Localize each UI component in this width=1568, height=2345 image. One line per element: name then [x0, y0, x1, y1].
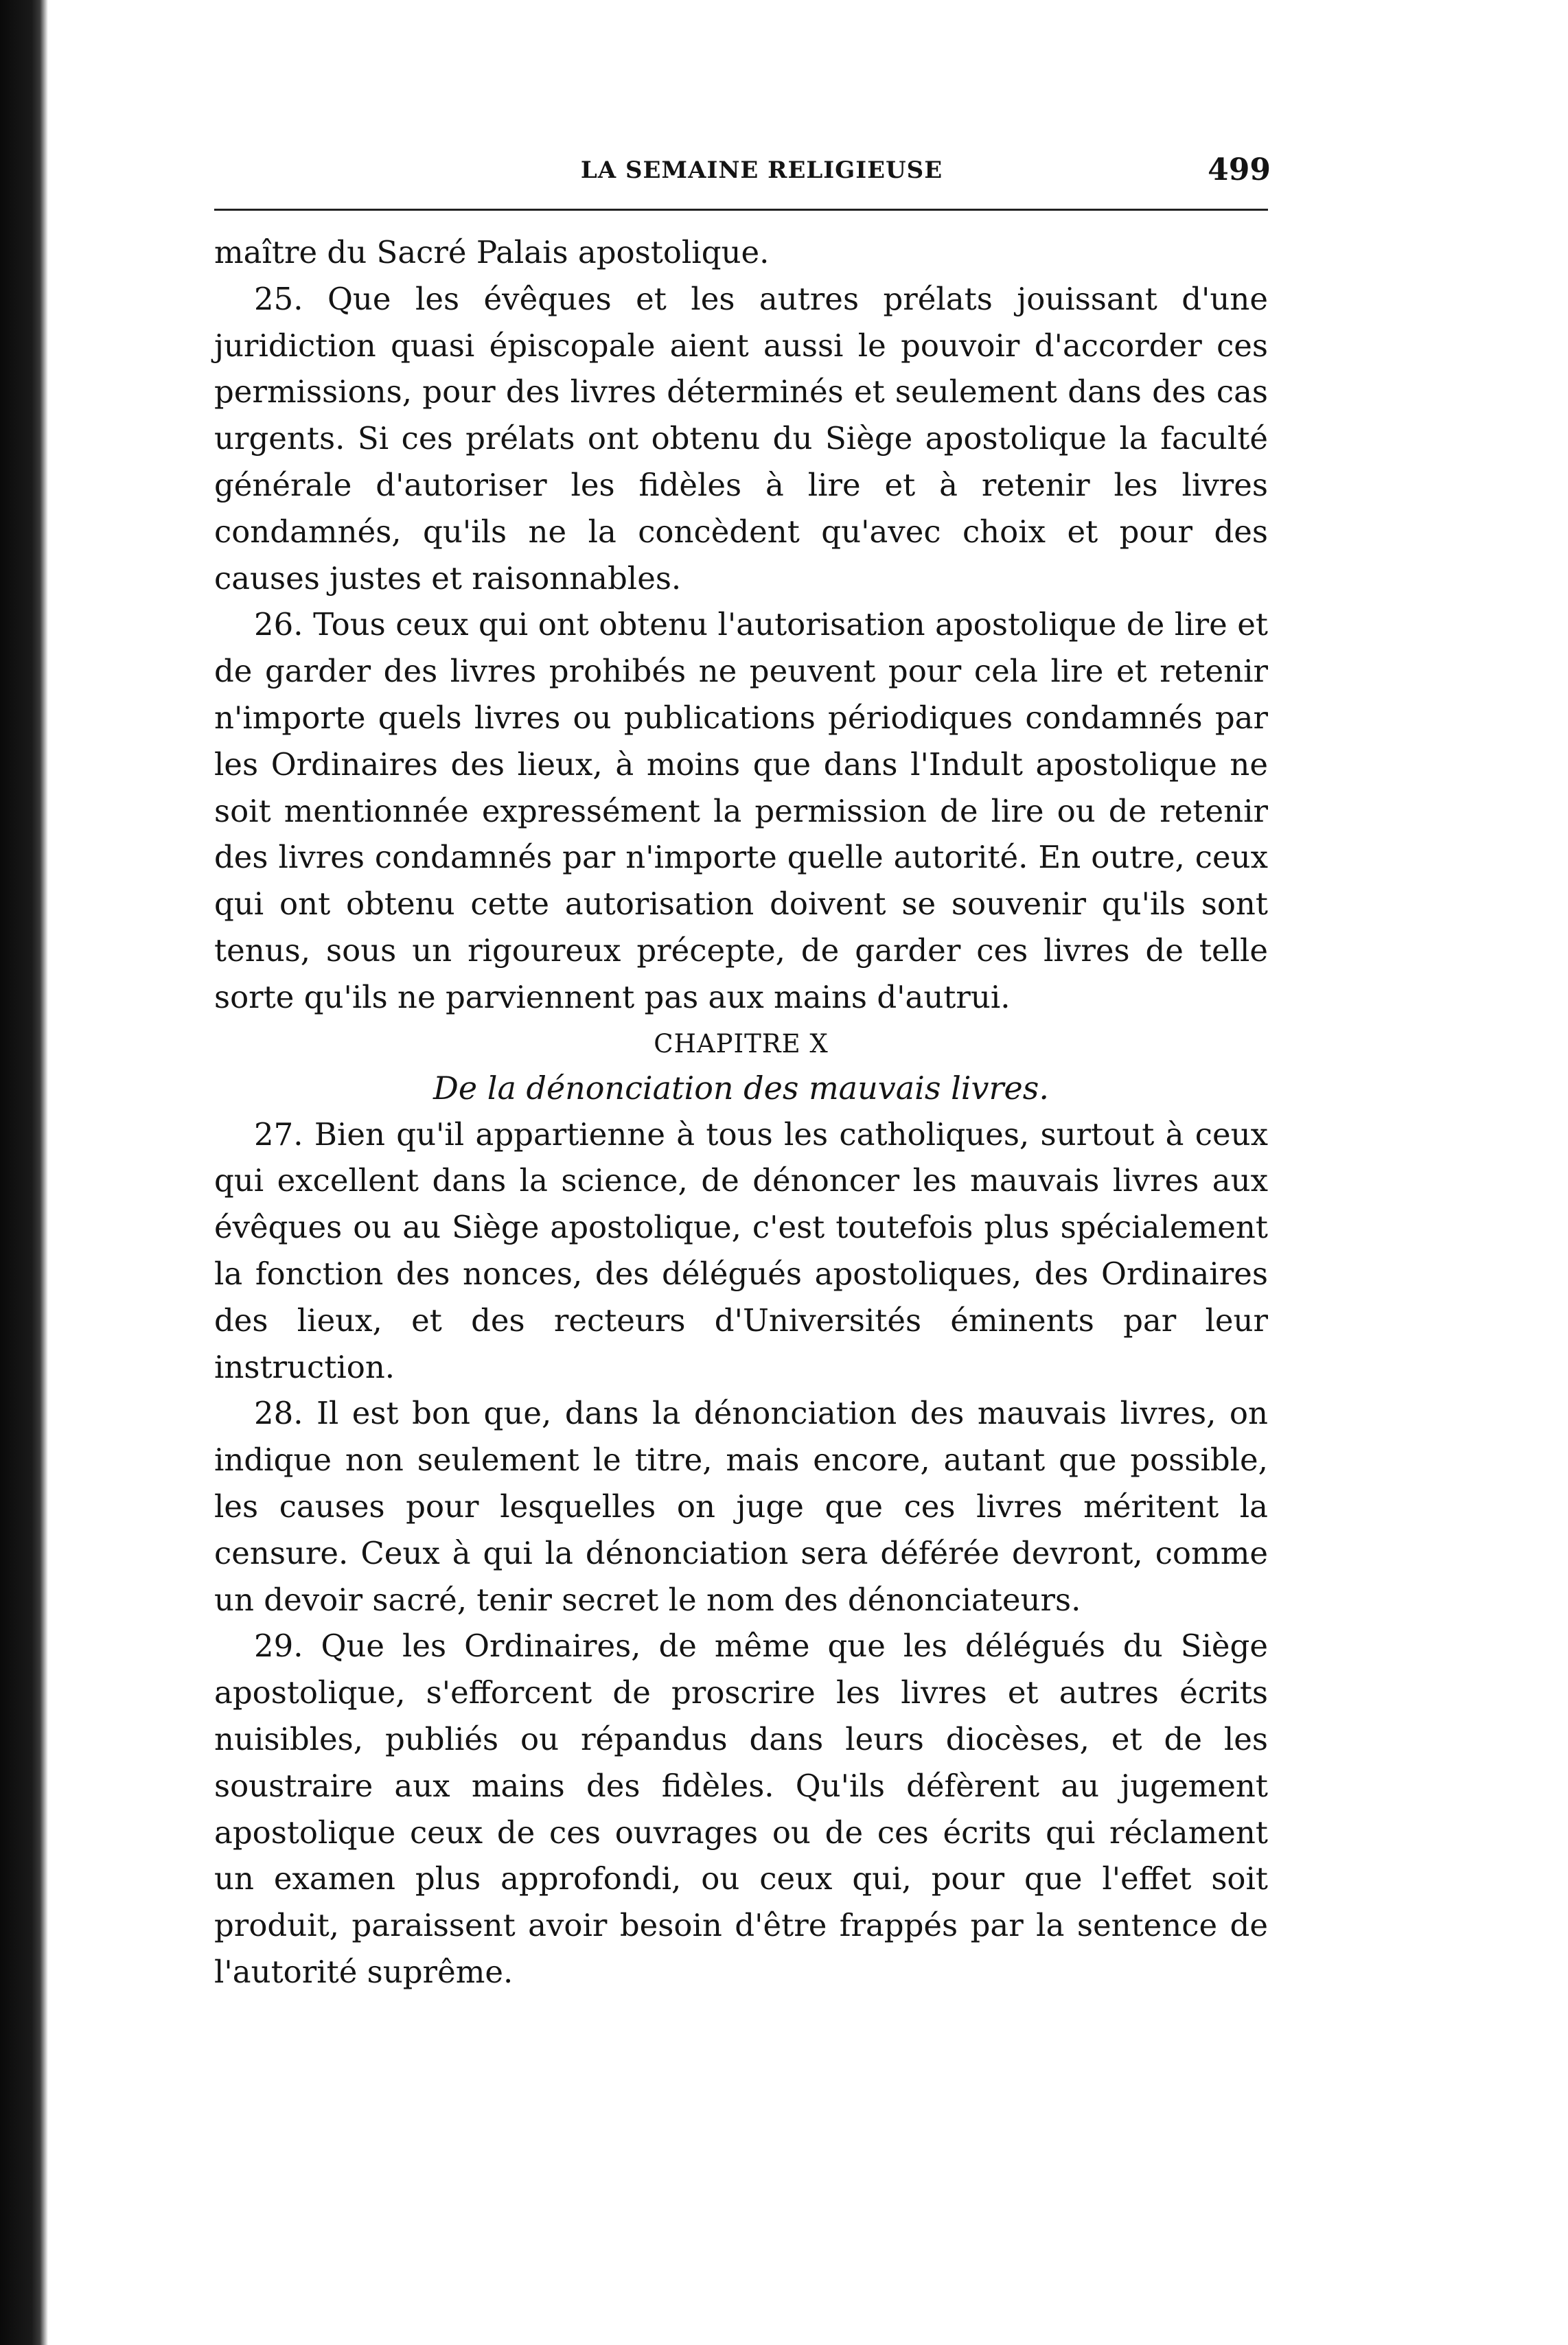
- paragraph-26: 26. Tous ceux qui ont obtenu l'autorisation apostolique de lire et de garder des livres prohibés ne peuvent pour cela lire et retenir n'importe quels livres ou publications périodiques condamnés par les Ordinaires des lieux, à moins que dans l'Indult apostolique ne soit mentionnée expressément la permission de lire ou de retenir des livres condamnés par n'importe quelle autorité. En outre, ceux qui ont obtenu cette autorisation doivent se souvenir qu'ils sont tenus, sous un rigoureux précepte, de garder ces livres de telle sorte qu'ils ne parviennent pas aux mains d'autrui.: [214, 606, 1268, 1015]
- running-header: [214, 152, 1271, 200]
- paragraph-27: 27. Bien qu'il appartienne à tous les catholiques, surtout à ceux qui excellent dans la science, de dénoncer les mauvais livres aux évêques ou au Siège apostolique, c'est toutefois plus spécialement la fonction des nonces, des délégués apostoliques, des Ordinaires des lieux, et des recteurs d'Universités éminents par leur instruction.: [214, 1116, 1268, 1385]
- book-page: [214, 152, 1271, 1996]
- page-number: 499: [1208, 152, 1271, 187]
- paragraph-continuation: maître du Sacré Palais apostolique.: [214, 234, 770, 270]
- paragraph-29: 29. Que les Ordinaires, de même que les délégués du Siège apostolique, s'efforcent de proscrire les livres et autres écrits nuisibles, publiés ou répandus dans leurs diocèses, et de les soustraire aux mains des fidèles. Qu'ils défèrent au jugement apostolique ceux de ces ouvrages ou de ces écrits qui réclament un examen plus approfondi, ou ceux qui, pour que l'effet soit produit, paraissent avoir besoin d'être frappés par la sentence de l'autorité suprême.: [214, 1628, 1268, 1990]
- paragraph-28: 28. Il est bon que, dans la dénonciation des mauvais livres, on indique non seulement le titre, mais encore, autant que possible, les causes pour lesquelles on juge que ces livres méritent la censure. Ceux à qui la dénonciation sera déférée devront, comme un devoir sacré, tenir secret le nom des dénonciateurs.: [214, 1395, 1268, 1618]
- chapter-subtitle: De la dénonciation des mauvais livres.: [433, 1069, 1049, 1107]
- header-rule: [214, 209, 1268, 211]
- body-text: [214, 229, 1268, 1996]
- chapter-heading: CHAPITRE X: [654, 1028, 829, 1059]
- running-title: LA SEMAINE RELIGIEUSE: [580, 157, 943, 184]
- scan-binding-edge: [0, 0, 48, 2345]
- paragraph-25: 25. Que les évêques et les autres prélats jouissant d'une juridiction quasi épiscopale aient aussi le pouvoir d'accorder ces permissions, pour des livres déterminés et seulement dans des cas urgents. Si ces prélats ont obtenu du Siège apostolique la faculté générale d'autoriser les fidèles à lire et à retenir les livres condamnés, qu'ils ne la concèdent qu'avec choix et pour des causes justes et raisonnables.: [214, 280, 1268, 597]
